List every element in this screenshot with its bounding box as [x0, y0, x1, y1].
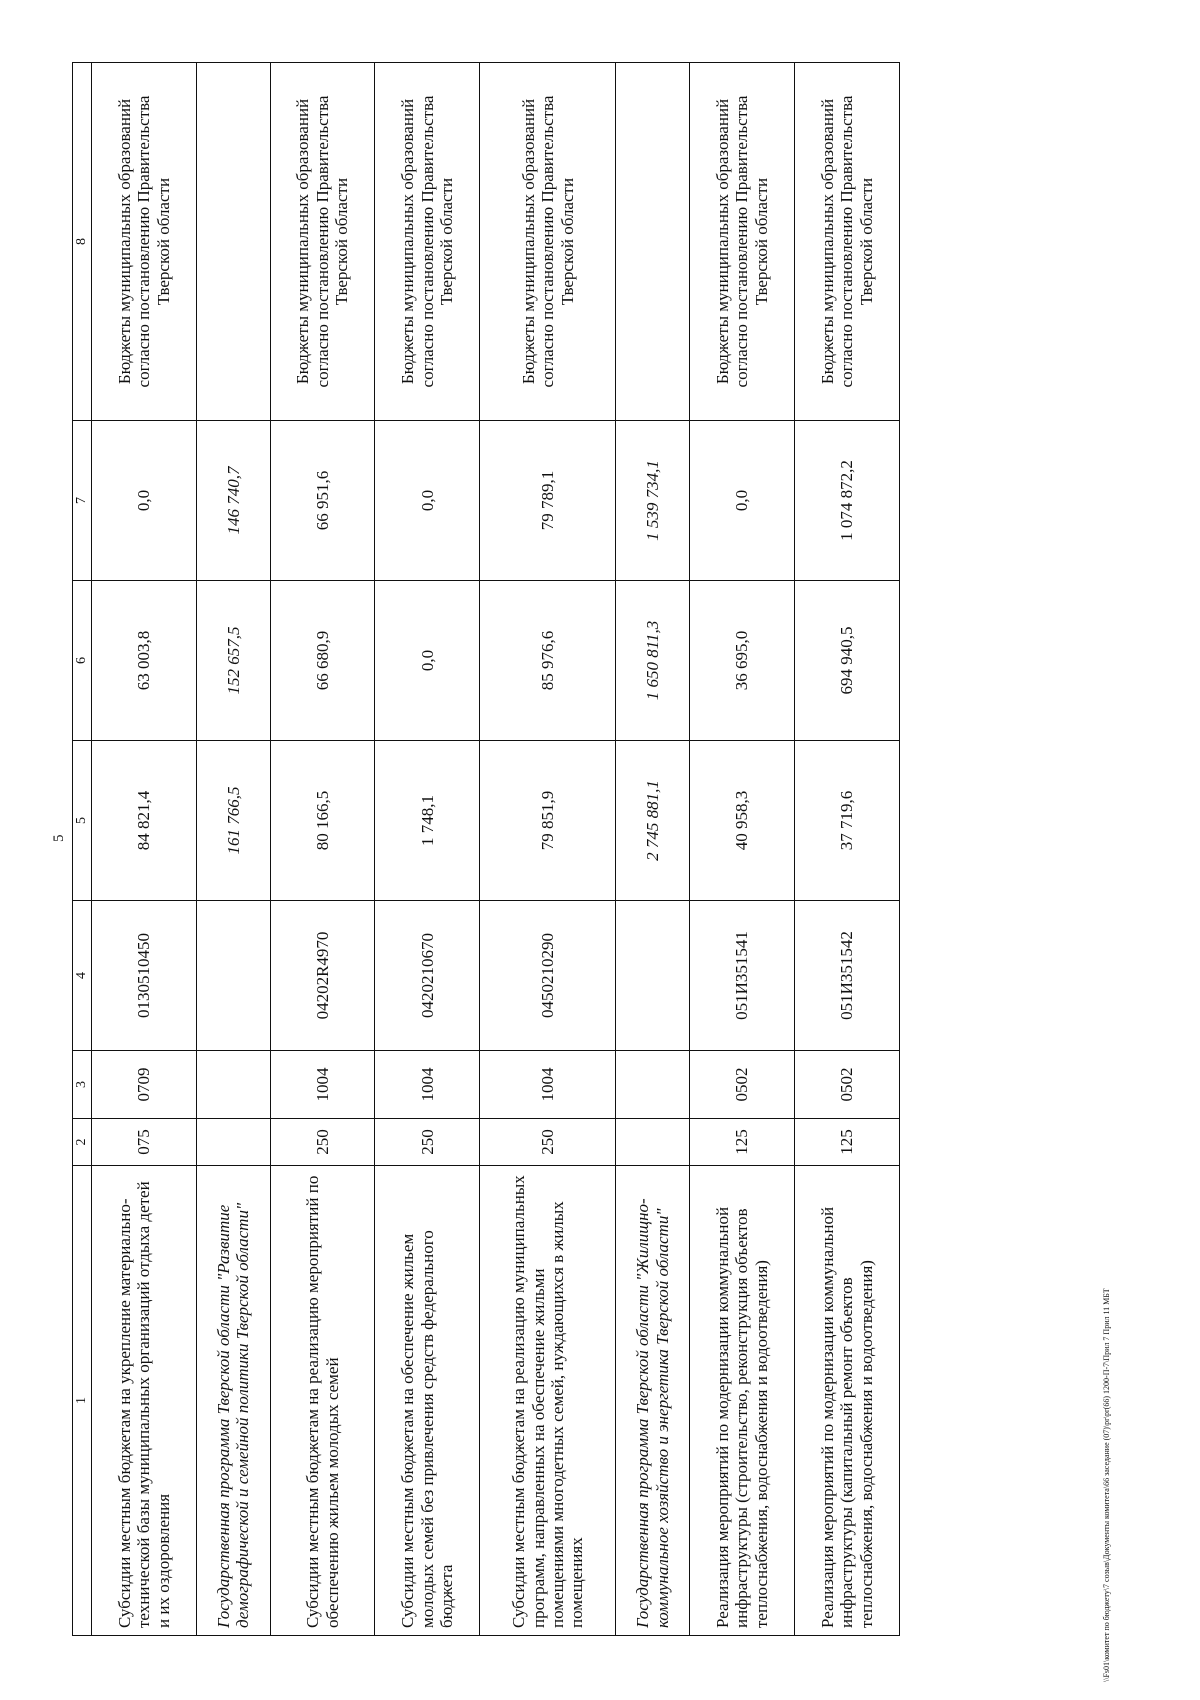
- row-source: Бюджеты муниципальных образований согласно постановлению Правительства Тверской области: [92, 63, 197, 421]
- row-name: Государственная программа Тверской области "Жилищно-коммунальное хозяйство и энергетика Тверской области": [616, 1166, 690, 1636]
- page-number: 5: [51, 834, 67, 842]
- row-target-code: 0130510450: [92, 901, 197, 1051]
- header-col-6: 6: [73, 581, 92, 741]
- row-target-code: [196, 901, 270, 1051]
- row-source: Бюджеты муниципальных образований согласно постановлению Правительства Тверской области: [690, 63, 795, 421]
- row-name: Государственная программа Тверской области "Развитие демографической и семейной политики Тверской области": [196, 1166, 270, 1636]
- row-value-col6: 694 940,5: [795, 581, 900, 741]
- row-section-code: [196, 1051, 270, 1119]
- row-target-code: 0420210670: [375, 901, 480, 1051]
- row-value-col7: 0,0: [92, 421, 197, 581]
- row-name: Реализация мероприятий по модернизации коммунальной инфраструктуры (капитальный ремонт объектов теплоснабжения, водоснабжения и водоотведения): [795, 1166, 900, 1636]
- row-source: Бюджеты муниципальных образований согласно постановлению Правительства Тверской области: [270, 63, 375, 421]
- row-admin-code: 250: [480, 1119, 616, 1166]
- header-row: [73, 63, 92, 1636]
- row-section-code: 0502: [690, 1051, 795, 1119]
- rotated-table-frame: [72, 63, 900, 1636]
- table-row-program: [196, 63, 270, 1636]
- table-row: [270, 63, 375, 1636]
- row-value-col6: 63 003,8: [92, 581, 197, 741]
- row-value-col5: 37 719,6: [795, 741, 900, 901]
- row-source: Бюджеты муниципальных образований согласно постановлению Правительства Тверской области: [480, 63, 616, 421]
- row-source: Бюджеты муниципальных образований согласно постановлению Правительства Тверской области: [795, 63, 900, 421]
- file-path-footer: \\Fs01\комитет по бюджету\7 созыв\Документы комитета\66 заседание (07)\pr\pr(66) 1200-П-7\Прил 7 Прил 11 МБТ: [1102, 1288, 1111, 1682]
- table-row: [92, 63, 197, 1636]
- row-value-col6: 66 680,9: [270, 581, 375, 741]
- row-admin-code: [616, 1119, 690, 1166]
- row-source: [196, 63, 270, 421]
- row-admin-code: [196, 1119, 270, 1166]
- row-source: Бюджеты муниципальных образований согласно постановлению Правительства Тверской области: [375, 63, 480, 421]
- row-value-col5: 161 766,5: [196, 741, 270, 901]
- row-value-col5: 80 166,5: [270, 741, 375, 901]
- row-name: Субсидии местным бюджетам на обеспечение жильем молодых семей без привлечения средств федерального бюджета: [375, 1166, 480, 1636]
- row-admin-code: 125: [795, 1119, 900, 1166]
- row-value-col6: 85 976,6: [480, 581, 616, 741]
- row-value-col7: 1 539 734,1: [616, 421, 690, 581]
- row-target-code: 04202R4970: [270, 901, 375, 1051]
- row-section-code: 1004: [270, 1051, 375, 1119]
- row-value-col6: 0,0: [375, 581, 480, 741]
- row-value-col6: 152 657,5: [196, 581, 270, 741]
- row-name: Субсидии местным бюджетам на укрепление материально-технической базы муниципальных организаций отдыха детей и их оздоровления: [92, 1166, 197, 1636]
- table-row: [480, 63, 616, 1636]
- header-col-4: 4: [73, 901, 92, 1051]
- row-admin-code: 250: [375, 1119, 480, 1166]
- header-col-7: 7: [73, 421, 92, 581]
- row-value-col7: 66 951,6: [270, 421, 375, 581]
- row-value-col7: 0,0: [375, 421, 480, 581]
- header-col-2: 2: [73, 1119, 92, 1166]
- header-col-5: 5: [73, 741, 92, 901]
- row-value-col6: 36 695,0: [690, 581, 795, 741]
- table-row: [690, 63, 795, 1636]
- row-admin-code: 250: [270, 1119, 375, 1166]
- row-value-col5: 2 745 881,1: [616, 741, 690, 901]
- row-target-code: 051И351541: [690, 901, 795, 1051]
- row-name: Реализация мероприятий по модернизации коммунальной инфраструктуры (строительство, реконструкция объектов теплоснабжения, водоснабжения и водоотведения): [690, 1166, 795, 1636]
- row-section-code: 0502: [795, 1051, 900, 1119]
- row-source: [616, 63, 690, 421]
- table-row-program: [616, 63, 690, 1636]
- table-row: [375, 63, 480, 1636]
- row-value-col6: 1 650 811,3: [616, 581, 690, 741]
- row-value-col7: 0,0: [690, 421, 795, 581]
- row-name: Субсидии местным бюджетам на реализацию мероприятий по обеспечению жильем молодых семей: [270, 1166, 375, 1636]
- row-value-col7: 79 789,1: [480, 421, 616, 581]
- row-value-col5: 1 748,1: [375, 741, 480, 901]
- row-value-col7: 146 740,7: [196, 421, 270, 581]
- row-target-code: 0450210290: [480, 901, 616, 1051]
- row-value-col5: 79 851,9: [480, 741, 616, 901]
- row-target-code: [616, 901, 690, 1051]
- row-name: Субсидии местным бюджетам на реализацию муниципальных программ, направленных на обеспечение жильми помещениями многодетных семей, нуждающихся в жилых помещениях: [480, 1166, 616, 1636]
- row-section-code: [616, 1051, 690, 1119]
- row-value-col5: 40 958,3: [690, 741, 795, 901]
- row-target-code: 051И351542: [795, 901, 900, 1051]
- table-row: [795, 63, 900, 1636]
- row-admin-code: 125: [690, 1119, 795, 1166]
- header-col-8: 8: [73, 63, 92, 421]
- row-section-code: 0709: [92, 1051, 197, 1119]
- subsidies-table: [72, 62, 900, 1636]
- row-section-code: 1004: [480, 1051, 616, 1119]
- header-col-3: 3: [73, 1051, 92, 1119]
- header-col-1: 1: [73, 1166, 92, 1636]
- row-admin-code: 075: [92, 1119, 197, 1166]
- row-value-col5: 84 821,4: [92, 741, 197, 901]
- row-value-col7: 1 074 872,2: [795, 421, 900, 581]
- row-section-code: 1004: [375, 1051, 480, 1119]
